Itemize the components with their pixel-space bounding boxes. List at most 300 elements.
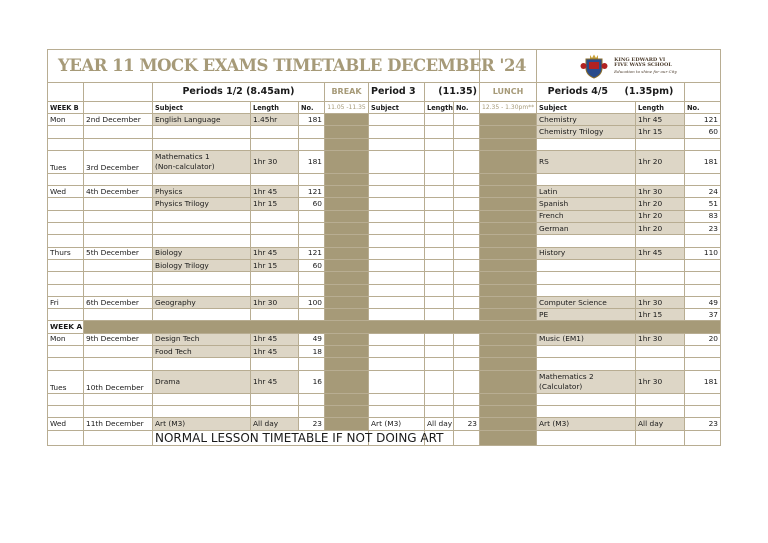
length-cell: [425, 296, 454, 308]
subject-cell: [369, 370, 425, 393]
date-cell: [84, 259, 153, 271]
table-row: [48, 333, 721, 345]
length-cell: [425, 186, 454, 198]
break-bar: [325, 405, 369, 417]
count-cell: [685, 235, 721, 247]
length-cell: [251, 210, 299, 222]
break-bar: [325, 126, 369, 138]
subject-line: Mathematics 2: [539, 371, 594, 381]
day-cell: Mon: [48, 114, 84, 126]
school-logo: [537, 50, 721, 83]
subject-cell: Art (M3): [369, 418, 425, 430]
date-cell: [84, 198, 153, 210]
count-cell: [685, 405, 721, 417]
length-cell: [425, 126, 454, 138]
count-cell: [685, 272, 721, 284]
col-subject-p45: Subject: [537, 102, 636, 114]
day-cell: [48, 284, 84, 296]
break-bar: [325, 418, 369, 430]
subject-cell: [153, 358, 251, 370]
day-cell: Wed: [48, 418, 84, 430]
length-cell: 1hr 45: [636, 247, 685, 259]
break-bar: [325, 138, 369, 150]
day-cell: [48, 126, 84, 138]
count-cell: [454, 247, 480, 259]
length-cell: [425, 284, 454, 296]
count-cell: 16: [299, 370, 325, 393]
length-cell: [425, 235, 454, 247]
subject-cell: [537, 272, 636, 284]
subject-cell: Physics Trilogy: [153, 198, 251, 210]
subject-cell: [153, 150, 251, 173]
length-cell: [425, 259, 454, 271]
lunch-bar: [480, 405, 537, 417]
length-cell: [425, 370, 454, 393]
subject-cell: [153, 284, 251, 296]
count-cell: [454, 370, 480, 393]
length-cell: [636, 284, 685, 296]
table-row: [48, 296, 721, 308]
length-cell: [636, 272, 685, 284]
length-cell: [636, 358, 685, 370]
school-name-line1: KING EDWARD VI: [614, 56, 666, 63]
length-cell: All day: [425, 418, 454, 430]
lunch-bar: [480, 346, 537, 358]
table-row: [48, 393, 721, 405]
length-cell: [251, 272, 299, 284]
subject-cell: [153, 173, 251, 185]
lunch-time: 12.35 - 1.30pm**: [480, 102, 537, 114]
length-cell: [251, 223, 299, 235]
count-cell: 121: [299, 247, 325, 259]
lunch-header: LUNCH: [480, 83, 537, 102]
count-cell: 100: [299, 296, 325, 308]
length-cell: [636, 346, 685, 358]
subject-cell: [369, 296, 425, 308]
count-cell: [454, 126, 480, 138]
subject-cell: [153, 272, 251, 284]
subject-cell: [537, 235, 636, 247]
length-cell: [425, 309, 454, 321]
date-cell: [84, 223, 153, 235]
subject-cell: [369, 173, 425, 185]
count-cell: [454, 150, 480, 173]
day-cell: [48, 358, 84, 370]
day-cell: Thurs: [48, 247, 84, 259]
length-cell: [636, 235, 685, 247]
count-cell: [454, 223, 480, 235]
subject-cell: Biology: [153, 247, 251, 259]
lunch-bar: [480, 210, 537, 222]
subject-cell: Design Tech: [153, 333, 251, 345]
date-cell: 4th December: [84, 186, 153, 198]
timetable-table: [47, 49, 721, 446]
length-cell: 1hr 15: [251, 259, 299, 271]
table-row: [48, 309, 721, 321]
length-cell: 1hr 20: [636, 210, 685, 222]
break-bar: [325, 393, 369, 405]
length-cell: 1hr 30: [636, 333, 685, 345]
day-cell: Mon: [48, 333, 84, 345]
subject-cell: [153, 235, 251, 247]
count-cell: 110: [685, 247, 721, 259]
length-cell: 1hr 15: [251, 198, 299, 210]
count-cell: [454, 198, 480, 210]
length-cell: All day: [636, 418, 685, 430]
day-cell: Wed: [48, 186, 84, 198]
day-cell: [48, 393, 84, 405]
count-cell: [454, 393, 480, 405]
length-cell: [636, 405, 685, 417]
subject-cell: Chemistry Trilogy: [537, 126, 636, 138]
periods-4-5-header: Periods 4/5: [547, 86, 608, 97]
col-length-p3: Length: [425, 102, 454, 114]
count-cell: [454, 333, 480, 345]
subject-cell: Geography: [153, 296, 251, 308]
count-cell: [299, 138, 325, 150]
date-cell: 9th December: [84, 333, 153, 345]
table-row: [48, 272, 721, 284]
subject-cell: German: [537, 223, 636, 235]
count-cell: [454, 259, 480, 271]
subject-cell: [369, 138, 425, 150]
count-cell: [454, 186, 480, 198]
length-cell: 1hr 45: [251, 370, 299, 393]
art-note: NORMAL LESSON TIMETABLE IF NOT DOING ART: [153, 430, 369, 445]
table-row: [48, 346, 721, 358]
subject-cell: [153, 138, 251, 150]
subject-cell: [537, 284, 636, 296]
length-cell: [636, 173, 685, 185]
count-cell: [454, 114, 480, 126]
lunch-bar: [480, 150, 537, 173]
date-cell: [84, 210, 153, 222]
lunch-bar: [480, 284, 537, 296]
count-cell: [685, 138, 721, 150]
length-cell: [251, 405, 299, 417]
break-bar: [325, 296, 369, 308]
length-cell: [251, 309, 299, 321]
day-cell: Tues: [48, 150, 84, 173]
count-cell: 60: [685, 126, 721, 138]
length-cell: [251, 235, 299, 247]
subject-cell: [369, 259, 425, 271]
day-cell: [48, 210, 84, 222]
length-cell: All day: [251, 418, 299, 430]
count-cell: [685, 173, 721, 185]
length-cell: [425, 210, 454, 222]
subject-cell: [153, 210, 251, 222]
lunch-bar: [480, 223, 537, 235]
date-cell: [84, 346, 153, 358]
col-length: Length: [251, 102, 299, 114]
length-cell: [251, 284, 299, 296]
school-tagline: Education to shine for our City: [614, 68, 677, 74]
lunch-bar: [480, 333, 537, 345]
length-cell: 1.45hr: [251, 114, 299, 126]
subject-cell: [369, 333, 425, 345]
length-cell: [251, 126, 299, 138]
week-b-label: WEEK B: [48, 102, 84, 114]
lunch-bar: [480, 259, 537, 271]
length-cell: 1hr 45: [251, 333, 299, 345]
period-3-header: Period 3: [369, 83, 425, 102]
count-cell: 60: [299, 198, 325, 210]
count-cell: 23: [685, 418, 721, 430]
subject-cell: [537, 173, 636, 185]
subject-cell: [153, 223, 251, 235]
table-row: [48, 198, 721, 210]
length-cell: 1hr 45: [251, 186, 299, 198]
lunch-bar: [480, 198, 537, 210]
table-row: [48, 186, 721, 198]
day-cell: [48, 223, 84, 235]
subject-cell: [537, 138, 636, 150]
count-cell: [299, 405, 325, 417]
length-cell: [425, 150, 454, 173]
count-cell: [299, 126, 325, 138]
day-cell: [48, 138, 84, 150]
lunch-bar: [480, 138, 537, 150]
col-subject-p3: Subject: [369, 102, 425, 114]
periods-4-5-time: (1.35pm): [624, 86, 674, 97]
lunch-bar: [480, 358, 537, 370]
length-cell: [251, 138, 299, 150]
subject-cell: Food Tech: [153, 346, 251, 358]
date-cell: [84, 358, 153, 370]
break-bar: [325, 370, 369, 393]
date-cell: [84, 393, 153, 405]
subject-cell: [537, 370, 636, 393]
length-cell: [425, 173, 454, 185]
break-header: BREAK: [325, 83, 369, 102]
count-cell: [299, 210, 325, 222]
subject-cell: Biology Trilogy: [153, 259, 251, 271]
lunch-bar: [480, 430, 537, 445]
count-cell: [454, 296, 480, 308]
count-cell: [454, 358, 480, 370]
count-cell: 181: [299, 150, 325, 173]
date-cell: 2nd December: [84, 114, 153, 126]
subject-cell: History: [537, 247, 636, 259]
subject-line: (Calculator): [539, 381, 583, 391]
subject-cell: [153, 126, 251, 138]
length-cell: 1hr 20: [636, 150, 685, 173]
date-cell: 6th December: [84, 296, 153, 308]
subject-cell: [369, 247, 425, 259]
date-cell: 11th December: [84, 418, 153, 430]
count-cell: 20: [685, 333, 721, 345]
count-cell: [299, 173, 325, 185]
count-cell: 181: [685, 150, 721, 173]
timetable-sheet: [47, 49, 720, 445]
count-cell: [299, 358, 325, 370]
count-cell: [454, 235, 480, 247]
date-cell: 10th December: [84, 370, 153, 393]
count-cell: 23: [299, 418, 325, 430]
length-cell: [425, 138, 454, 150]
subject-cell: [369, 198, 425, 210]
subject-cell: French: [537, 210, 636, 222]
subject-cell: Spanish: [537, 198, 636, 210]
subject-cell: [537, 346, 636, 358]
periods-1-2-header: Periods 1/2 (8.45am): [153, 83, 325, 102]
length-cell: 1hr 20: [636, 223, 685, 235]
length-cell: [425, 114, 454, 126]
date-cell: [84, 405, 153, 417]
count-cell: [454, 272, 480, 284]
count-cell: 23: [685, 223, 721, 235]
subject-cell: [369, 346, 425, 358]
subject-cell: Physics: [153, 186, 251, 198]
subject-cell: Chemistry: [537, 114, 636, 126]
table-row: [48, 150, 721, 173]
count-cell: [454, 173, 480, 185]
break-bar: [325, 114, 369, 126]
day-cell: [48, 235, 84, 247]
date-cell: [84, 173, 153, 185]
length-cell: [425, 346, 454, 358]
lunch-bar: [480, 418, 537, 430]
period-3-time: (11.35): [425, 83, 480, 102]
count-cell: [299, 393, 325, 405]
day-cell: [48, 173, 84, 185]
length-cell: [425, 198, 454, 210]
count-cell: [685, 346, 721, 358]
lunch-bar: [480, 173, 537, 185]
count-cell: [299, 309, 325, 321]
break-bar: [325, 247, 369, 259]
week-a-label: WEEK A: [48, 321, 84, 333]
lunch-bar: [480, 235, 537, 247]
count-cell: 60: [299, 259, 325, 271]
col-no-p3: No.: [454, 102, 480, 114]
day-cell: Tues: [48, 370, 84, 393]
count-cell: [299, 235, 325, 247]
break-bar: [325, 198, 369, 210]
day-cell: [48, 309, 84, 321]
length-cell: [251, 173, 299, 185]
note-row: [48, 430, 721, 445]
subject-cell: PE: [537, 309, 636, 321]
count-cell: [685, 284, 721, 296]
date-cell: [84, 235, 153, 247]
lunch-bar: [480, 247, 537, 259]
table-row: [48, 173, 721, 185]
table-row: [48, 418, 721, 430]
subject-cell: [153, 405, 251, 417]
count-cell: 37: [685, 309, 721, 321]
table-row: [48, 247, 721, 259]
col-length-p45: Length: [636, 102, 685, 114]
lunch-bar: [480, 186, 537, 198]
subject-cell: [369, 309, 425, 321]
date-cell: 3rd December: [84, 150, 153, 173]
length-cell: [636, 138, 685, 150]
length-cell: [636, 259, 685, 271]
break-bar: [325, 272, 369, 284]
count-cell: 83: [685, 210, 721, 222]
col-no-p45: No.: [685, 102, 721, 114]
day-cell: [48, 272, 84, 284]
day-cell: [48, 259, 84, 271]
length-cell: [251, 358, 299, 370]
lunch-bar: [480, 272, 537, 284]
date-cell: [84, 284, 153, 296]
length-cell: [425, 405, 454, 417]
day-cell: [48, 346, 84, 358]
count-cell: 181: [299, 114, 325, 126]
week-divider-bar: [84, 321, 721, 333]
lunch-bar: [480, 296, 537, 308]
count-cell: [685, 393, 721, 405]
date-cell: [84, 138, 153, 150]
count-cell: [685, 358, 721, 370]
length-cell: [425, 393, 454, 405]
table-row: [48, 284, 721, 296]
subject-cell: Latin: [537, 186, 636, 198]
page-title: YEAR 11 MOCK EXAMS TIMETABLE DECEMBER '24: [48, 50, 480, 83]
length-cell: 1hr 15: [636, 309, 685, 321]
count-cell: [454, 138, 480, 150]
count-cell: 24: [685, 186, 721, 198]
subject-cell: [369, 358, 425, 370]
count-cell: [454, 346, 480, 358]
length-cell: [251, 393, 299, 405]
subject-cell: [369, 405, 425, 417]
length-cell: [425, 247, 454, 259]
length-cell: [425, 272, 454, 284]
count-cell: 49: [299, 333, 325, 345]
lunch-bar: [480, 393, 537, 405]
table-row: [48, 405, 721, 417]
date-cell: [84, 309, 153, 321]
length-cell: 1hr 45: [251, 247, 299, 259]
length-cell: [425, 333, 454, 345]
table-row: [48, 138, 721, 150]
count-cell: [299, 284, 325, 296]
count-cell: 51: [685, 198, 721, 210]
table-row: [48, 370, 721, 393]
table-row: [48, 210, 721, 222]
subject-cell: [153, 309, 251, 321]
count-cell: 181: [685, 370, 721, 393]
school-name-line2: FIVE WAYS SCHOOL: [614, 62, 672, 69]
subject-cell: [537, 393, 636, 405]
subject-cell: [369, 284, 425, 296]
lunch-bar: [480, 309, 537, 321]
break-bar: [325, 173, 369, 185]
table-row: [48, 126, 721, 138]
length-cell: 1hr 20: [636, 198, 685, 210]
break-bar: [325, 358, 369, 370]
break-bar: [325, 186, 369, 198]
subject-line: (Non-calculator): [155, 161, 215, 171]
subject-cell: [537, 358, 636, 370]
table-row: [48, 114, 721, 126]
subject-cell: Computer Science: [537, 296, 636, 308]
school-crest-icon: [580, 53, 608, 79]
subject-cell: [369, 186, 425, 198]
break-bar: [325, 309, 369, 321]
length-cell: [636, 393, 685, 405]
lunch-bar: [480, 370, 537, 393]
break-bar: [325, 150, 369, 173]
subject-cell: RS: [537, 150, 636, 173]
length-cell: 1hr 30: [636, 186, 685, 198]
subject-cell: English Language: [153, 114, 251, 126]
count-cell: 23: [454, 418, 480, 430]
